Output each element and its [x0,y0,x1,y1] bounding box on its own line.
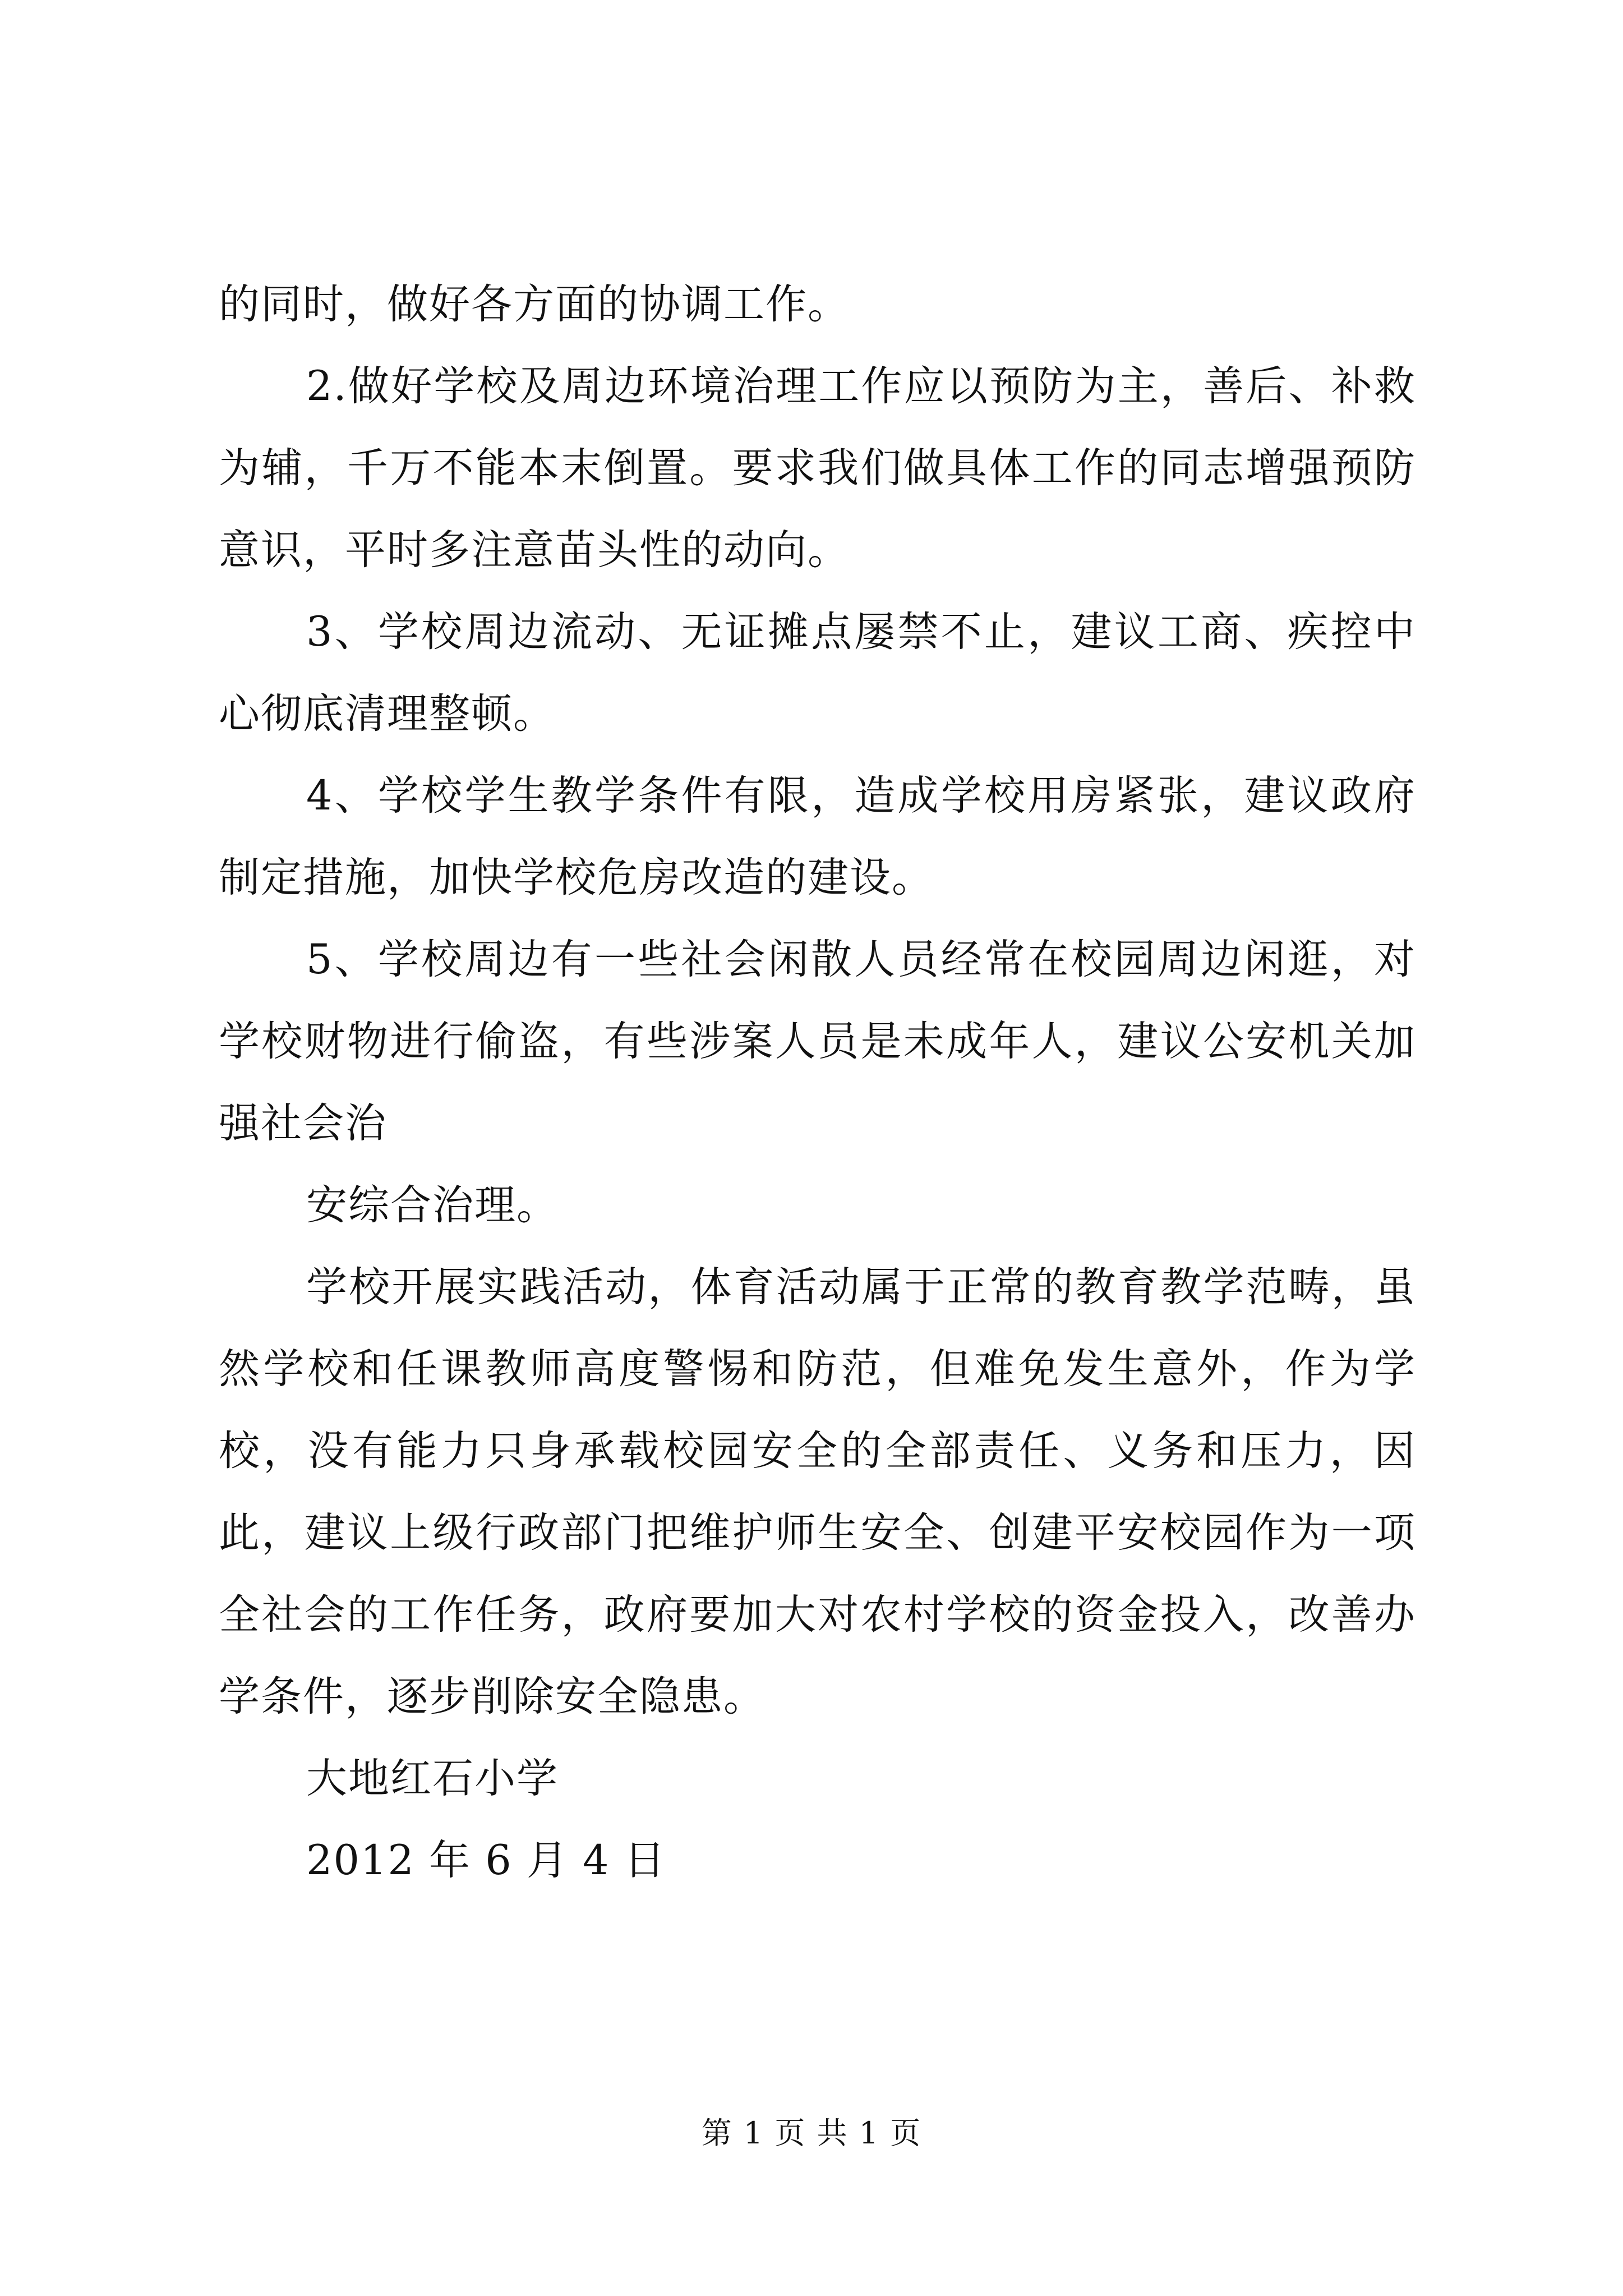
signature-date: 2012 年 6 月 4 日 [306,1837,666,1884]
document-body [219,264,1416,1902]
paragraph-item-5-continuation: 安综合治理。 [306,1181,559,1229]
paragraph-item-2: 2.做好学校及周边环境治理工作应以预防为主，善后、补救为辅，千万不能本末倒置。要求我们做具体工作的同志增强预防意识，平时多注意苗头性的动向。 [219,362,1416,574]
paragraph-continuation: 的同时，做好各方面的协调工作。 [219,280,850,328]
paragraph-item-4: 4、学校学生教学条件有限，造成学校用房紧张，建议政府制定措施，加快学校危房改造的建设。 [219,772,1416,901]
page-number-footer: 第 1 页 共 1 页 [701,2115,922,2151]
paragraph-item-5: 5、学校周边有一些社会闲散人员经常在校园周边闲逛，对学校财物进行偷盗，有些涉案人员是未成年人，建议公安机关加强社会治 [219,936,1416,1147]
paragraph-conclusion: 学校开展实践活动，体育活动属于正常的教育教学范畴，虽然学校和任课教师高度警惕和防范，但难免发生意外，作为学校，没有能力只身承载校园安全的全部责任、义务和压力，因此，建议上级行政部门把维护师生安全、创建平安校园作为一项全社会的工作任务，政府要加大对农村学校的资金投入，改善办学条件，逐步削除安全隐患。 [219,1263,1416,1720]
signature-school-name: 大地红石小学 [306,1755,559,1802]
paragraph-item-3: 3、学校周边流动、无证摊点屡禁不止，建议工商、疾控中心彻底清理整顿。 [219,608,1416,738]
